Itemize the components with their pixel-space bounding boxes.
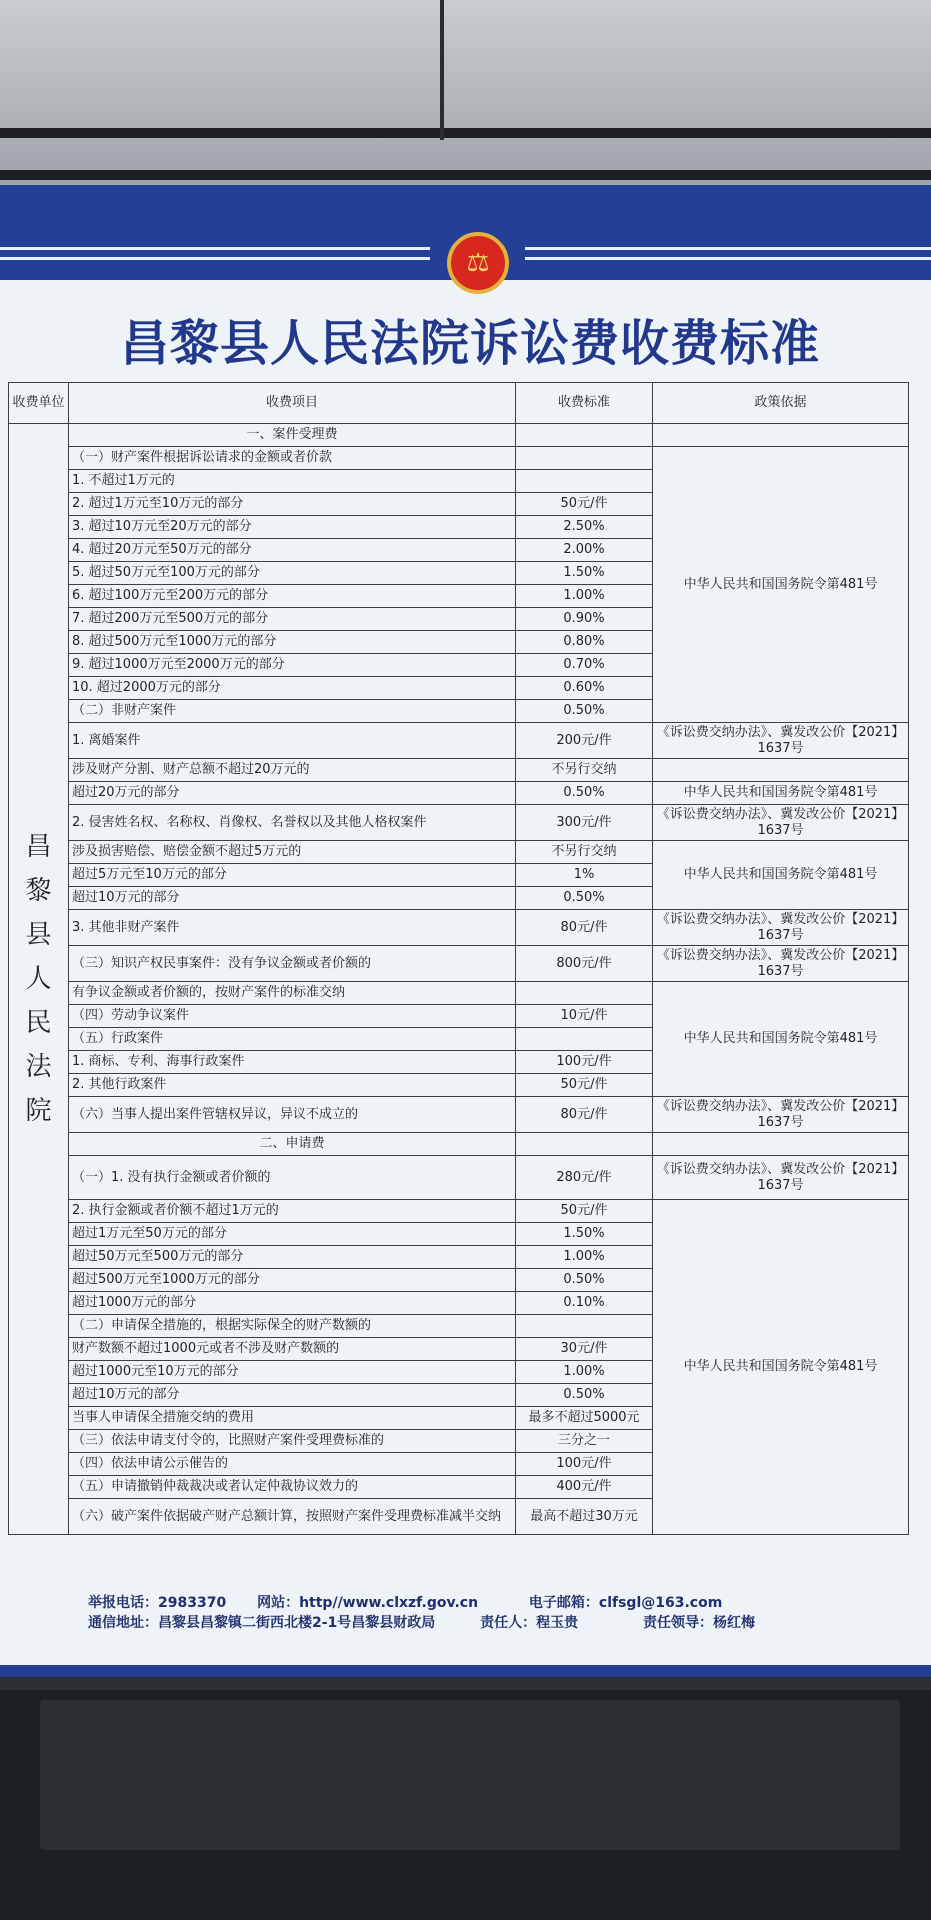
- fee-standard: 2.50%: [516, 516, 653, 539]
- fee-standard: 0.90%: [516, 608, 653, 631]
- fee-standard: 0.70%: [516, 654, 653, 677]
- fee-table: [8, 382, 909, 1535]
- policy-basis: 中华人民共和国国务院令第481号: [653, 841, 909, 910]
- table-row: [9, 1200, 909, 1223]
- fee-standard: 1.50%: [516, 1223, 653, 1246]
- fee-item: 1. 不超过1万元的: [69, 470, 516, 493]
- fee-item: 1. 商标、专利、海事行政案件: [69, 1051, 516, 1074]
- fee-standard: 不另行交纳: [516, 759, 653, 782]
- header-std: 收费标准: [516, 383, 653, 424]
- table-row: [9, 910, 909, 946]
- fee-item: 财产数额不超过1000元或者不涉及财产数额的: [69, 1338, 516, 1361]
- band-stripe: [0, 247, 430, 250]
- fee-standard: 100元/件: [516, 1453, 653, 1476]
- fee-standard: 不另行交纳: [516, 841, 653, 864]
- fee-item: 超过20万元的部分: [69, 782, 516, 805]
- table-row: [9, 723, 909, 759]
- fee-item: （三）依法申请支付令的，比照财产案件受理费标准的: [69, 1430, 516, 1453]
- fee-standard: 最多不超过5000元: [516, 1407, 653, 1430]
- fee-standard: 10元/件: [516, 1005, 653, 1028]
- table-row: [9, 982, 909, 1005]
- fee-item: （一）1. 没有执行金额或者价额的: [69, 1156, 516, 1200]
- policy-basis: [653, 759, 909, 782]
- table-row: [9, 424, 909, 447]
- fee-item: 2. 超过1万元至10万元的部分: [69, 493, 516, 516]
- policy-basis: 《诉讼费交纳办法》、冀发改公价【2021】1637号: [653, 946, 909, 982]
- responsible-value: 程玉贵: [536, 1615, 579, 1631]
- fee-item: （二）申请保全措施的，根据实际保全的财产数额的: [69, 1315, 516, 1338]
- fee-standard: 80元/件: [516, 910, 653, 946]
- fee-item: 5. 超过50万元至100万元的部分: [69, 562, 516, 585]
- fee-table-container: [8, 382, 908, 1535]
- fee-item: 超过500万元至1000万元的部分: [69, 1269, 516, 1292]
- fee-standard: 0.50%: [516, 1269, 653, 1292]
- table-row: [9, 841, 909, 864]
- fee-item: 二、申请费: [69, 1133, 516, 1156]
- header-item: 收费项目: [69, 383, 516, 424]
- fee-item: 超过1000万元的部分: [69, 1292, 516, 1315]
- fee-item: 2. 其他行政案件: [69, 1074, 516, 1097]
- fee-standard: 280元/件: [516, 1156, 653, 1200]
- fee-standard: 三分之一: [516, 1430, 653, 1453]
- table-row: [9, 946, 909, 982]
- table-row: [9, 782, 909, 805]
- fee-item: （一）财产案件根据诉讼请求的金额或者价款: [69, 447, 516, 470]
- fee-item: （三）知识产权民事案件：没有争议金额或者价额的: [69, 946, 516, 982]
- fee-item: 8. 超过500万元至1000万元的部分: [69, 631, 516, 654]
- fee-standard: [516, 1315, 653, 1338]
- ceiling-beam: [0, 128, 931, 138]
- fee-item: 10. 超过2000万元的部分: [69, 677, 516, 700]
- fee-standard: 50元/件: [516, 1200, 653, 1223]
- fee-standard: [516, 982, 653, 1005]
- fee-standard: 400元/件: [516, 1476, 653, 1499]
- fee-standard: 0.50%: [516, 887, 653, 910]
- fee-standard: 0.50%: [516, 700, 653, 723]
- unit-cell: 昌 黎 县 人 民 法 院: [9, 424, 69, 1535]
- address-label: 通信地址：: [88, 1615, 158, 1631]
- fee-item: （四）劳动争议案件: [69, 1005, 516, 1028]
- leader-value: 杨红梅: [713, 1615, 756, 1631]
- fee-standard: 1.50%: [516, 562, 653, 585]
- band-stripe: [525, 247, 931, 250]
- fee-item: （六）破产案件依据破产财产总额计算，按照财产案件受理费标准减半交纳: [69, 1499, 516, 1535]
- address-value: 昌黎县昌黎镇二街西北楼2-1号昌黎县财政局: [158, 1615, 436, 1631]
- policy-basis: 中华人民共和国国务院令第481号: [653, 447, 909, 723]
- fee-standard: 50元/件: [516, 1074, 653, 1097]
- court-emblem-icon: ⚖: [447, 232, 509, 294]
- fee-table-body: [9, 424, 909, 1535]
- policy-basis: [653, 1133, 909, 1156]
- table-row: [9, 1133, 909, 1156]
- fee-standard: 0.50%: [516, 782, 653, 805]
- table-row: [9, 1097, 909, 1133]
- fee-standard: 80元/件: [516, 1097, 653, 1133]
- fee-item: 1. 离婚案件: [69, 723, 516, 759]
- email-value: clfsgl@163.com: [598, 1595, 723, 1611]
- phone-label: 举报电话：: [88, 1595, 158, 1611]
- fee-standard: 0.50%: [516, 1384, 653, 1407]
- fee-standard: [516, 447, 653, 470]
- fee-item: 涉及损害赔偿、赔偿金额不超过5万元的: [69, 841, 516, 864]
- fee-item: 3. 超过10万元至20万元的部分: [69, 516, 516, 539]
- table-row: [9, 805, 909, 841]
- fee-item: （四）依法申请公示催告的: [69, 1453, 516, 1476]
- fee-item: 7. 超过200万元至500万元的部分: [69, 608, 516, 631]
- header-unit: 收费单位: [9, 383, 69, 424]
- fee-standard: 0.60%: [516, 677, 653, 700]
- band-stripe: [525, 257, 931, 260]
- footer-info: [88, 1593, 755, 1633]
- fee-item: 6. 超过100万元至200万元的部分: [69, 585, 516, 608]
- table-header-row: [9, 383, 909, 424]
- fee-standard: 30元/件: [516, 1338, 653, 1361]
- fee-standard: 200元/件: [516, 723, 653, 759]
- policy-basis: 《诉讼费交纳办法》、冀发改公价【2021】1637号: [653, 1097, 909, 1133]
- fee-standard: [516, 1028, 653, 1051]
- policy-basis: [653, 424, 909, 447]
- policy-basis: 中华人民共和国国务院令第481号: [653, 982, 909, 1097]
- fee-item: 9. 超过1000万元至2000万元的部分: [69, 654, 516, 677]
- notice-board: [0, 185, 931, 1675]
- fee-standard: 800元/件: [516, 946, 653, 982]
- fee-item: 超过50万元至500万元的部分: [69, 1246, 516, 1269]
- bottom-band: [0, 1665, 931, 1677]
- fee-item: （五）行政案件: [69, 1028, 516, 1051]
- fee-item: 超过1万元至50万元的部分: [69, 1223, 516, 1246]
- fee-standard: 1.00%: [516, 1361, 653, 1384]
- fee-standard: 50元/件: [516, 493, 653, 516]
- table-row: [9, 1156, 909, 1200]
- fee-item: 超过5万元至10万元的部分: [69, 864, 516, 887]
- fee-standard: 0.80%: [516, 631, 653, 654]
- site-value: http//www.clxzf.gov.cn: [299, 1595, 479, 1611]
- fee-standard: [516, 1133, 653, 1156]
- fee-item: 4. 超过20万元至50万元的部分: [69, 539, 516, 562]
- phone-value: 2983370: [158, 1595, 227, 1611]
- policy-basis: 《诉讼费交纳办法》、冀发改公价【2021】1637号: [653, 1156, 909, 1200]
- fee-standard: 100元/件: [516, 1051, 653, 1074]
- fee-standard: 最高不超过30万元: [516, 1499, 653, 1535]
- site-label: 网站：: [257, 1595, 300, 1611]
- policy-basis: 《诉讼费交纳办法》、冀发改公价【2021】1637号: [653, 805, 909, 841]
- email-label: 电子邮箱：: [528, 1595, 599, 1611]
- policy-basis: 中华人民共和国国务院令第481号: [653, 782, 909, 805]
- fee-item: 超过1000元至10万元的部分: [69, 1361, 516, 1384]
- fee-item: （六）当事人提出案件管辖权异议，异议不成立的: [69, 1097, 516, 1133]
- fee-item: 2. 执行金额或者价额不超过1万元的: [69, 1200, 516, 1223]
- fee-item: （五）申请撤销仲裁裁决或者认定仲裁协议效力的: [69, 1476, 516, 1499]
- fee-item: 当事人申请保全措施交纳的费用: [69, 1407, 516, 1430]
- ceiling-background: [0, 0, 931, 200]
- fee-item: 涉及财产分割、财产总额不超过20万元的: [69, 759, 516, 782]
- fee-standard: 1%: [516, 864, 653, 887]
- table-row: [9, 447, 909, 470]
- page-title: 昌黎县人民法院诉讼费收费标准: [119, 314, 820, 372]
- fee-standard: [516, 470, 653, 493]
- fee-standard: 0.10%: [516, 1292, 653, 1315]
- fee-item: 一、案件受理费: [69, 424, 516, 447]
- lower-board-shadow: [0, 1690, 931, 1920]
- ceiling-beam: [0, 170, 931, 180]
- fee-item: 超过10万元的部分: [69, 887, 516, 910]
- fee-standard: 300元/件: [516, 805, 653, 841]
- leader-label: 责任领导：: [643, 1615, 714, 1631]
- fee-item: 超过10万元的部分: [69, 1384, 516, 1407]
- band-stripe: [0, 257, 430, 260]
- table-row: [9, 759, 909, 782]
- fee-item: 2. 侵害姓名权、名称权、肖像权、名誉权以及其他人格权案件: [69, 805, 516, 841]
- policy-basis: 《诉讼费交纳办法》、冀发改公价【2021】1637号: [653, 910, 909, 946]
- policy-basis: 《诉讼费交纳办法》、冀发改公价【2021】1637号: [653, 723, 909, 759]
- header-basis: 政策依据: [653, 383, 909, 424]
- ceiling-joint: [440, 0, 444, 140]
- fee-standard: 1.00%: [516, 1246, 653, 1269]
- fee-item: （二）非财产案件: [69, 700, 516, 723]
- fee-standard: 1.00%: [516, 585, 653, 608]
- fee-item: 3. 其他非财产案件: [69, 910, 516, 946]
- fee-standard: 2.00%: [516, 539, 653, 562]
- reflection-area: [40, 1700, 900, 1850]
- fee-standard: [516, 424, 653, 447]
- fee-item: 有争议金额或者价额的，按财产案件的标准交纳: [69, 982, 516, 1005]
- policy-basis: 中华人民共和国国务院令第481号: [653, 1200, 909, 1535]
- responsible-label: 责任人：: [480, 1615, 537, 1631]
